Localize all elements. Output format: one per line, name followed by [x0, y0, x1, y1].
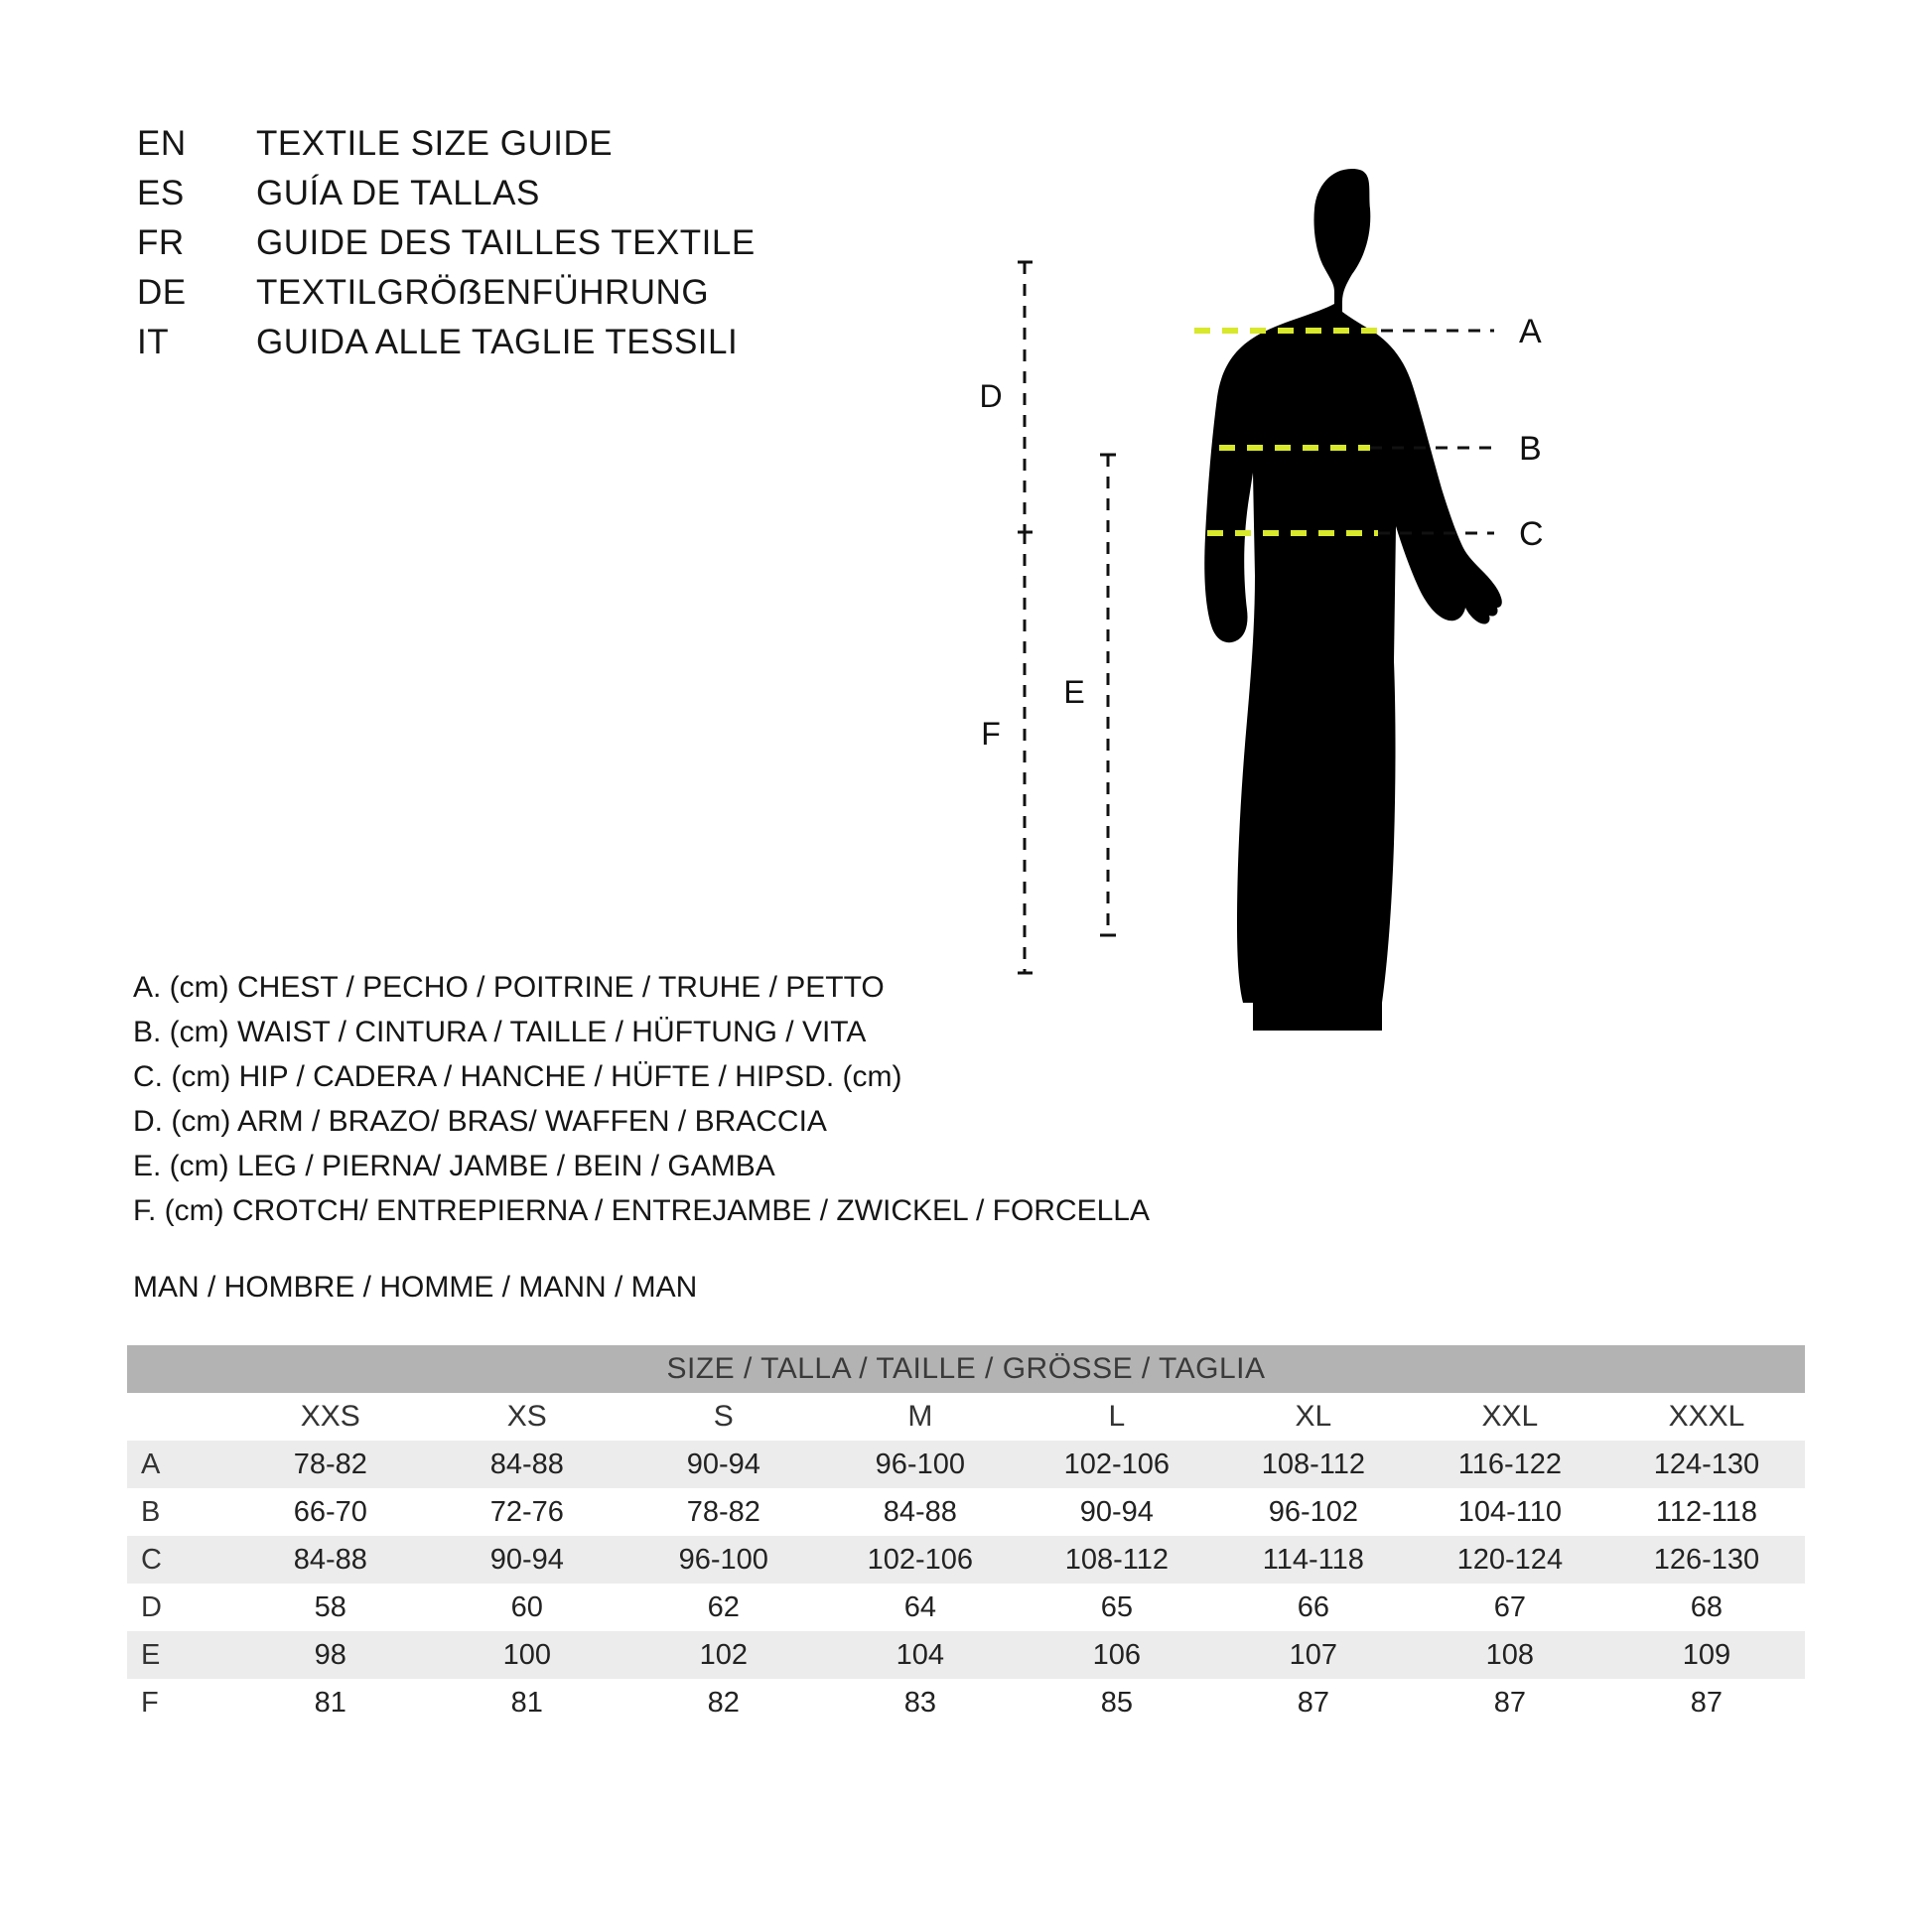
- legend-line-c: C. (cm) HIP / CADERA / HANCHE / HÜFTE / HIPSD. (cm): [133, 1060, 902, 1093]
- title-text-de: TEXTILGRÖẞENFÜHRUNG: [256, 273, 710, 312]
- cell-d-l: 65: [1019, 1584, 1215, 1631]
- cell-b-s: 78-82: [625, 1488, 822, 1536]
- cell-e-xxxl: 109: [1608, 1631, 1805, 1679]
- cell-e-xs: 100: [429, 1631, 625, 1679]
- row-label-c: C: [127, 1536, 232, 1584]
- title-lang-es: ES: [137, 174, 185, 212]
- table-header-label: SIZE / TALLA / TAILLE / GRÖSSE / TAGLIA: [127, 1345, 1805, 1393]
- size-table: [127, 1345, 1805, 1726]
- table-header-row: [127, 1345, 1805, 1393]
- cell-e-xl: 107: [1215, 1631, 1412, 1679]
- cell-c-xl: 114-118: [1215, 1536, 1412, 1584]
- dimension-bracket-d: [1018, 262, 1033, 532]
- title-text-es: GUÍA DE TALLAS: [256, 174, 540, 212]
- table-row: [127, 1584, 1805, 1631]
- cell-d-xxs: 58: [232, 1584, 429, 1631]
- title-text-en: TEXTILE SIZE GUIDE: [256, 124, 614, 163]
- cell-b-xl: 96-102: [1215, 1488, 1412, 1536]
- cell-c-m: 102-106: [822, 1536, 1019, 1584]
- man-silhouette: [1204, 169, 1502, 1031]
- cell-a-s: 90-94: [625, 1441, 822, 1488]
- callout-label-c: C: [1519, 515, 1544, 553]
- dimension-bracket-f: [1018, 532, 1033, 973]
- cell-f-m: 83: [822, 1679, 1019, 1726]
- cell-a-xl: 108-112: [1215, 1441, 1412, 1488]
- cell-b-m: 84-88: [822, 1488, 1019, 1536]
- cell-b-xxl: 104-110: [1412, 1488, 1608, 1536]
- table-row: [127, 1679, 1805, 1726]
- cell-b-xs: 72-76: [429, 1488, 625, 1536]
- size-header-l: L: [1019, 1393, 1215, 1441]
- cell-f-xxl: 87: [1412, 1679, 1608, 1726]
- cell-d-m: 64: [822, 1584, 1019, 1631]
- table-size-row: [127, 1393, 1805, 1441]
- size-header-xxs: XXS: [232, 1393, 429, 1441]
- row-label-d: D: [127, 1584, 232, 1631]
- size-header-xxl: XXL: [1412, 1393, 1608, 1441]
- cell-f-l: 85: [1019, 1679, 1215, 1726]
- title-text-it: GUIDA ALLE TAGLIE TESSILI: [256, 323, 739, 361]
- cell-a-m: 96-100: [822, 1441, 1019, 1488]
- row-label-a: A: [127, 1441, 232, 1488]
- cell-e-m: 104: [822, 1631, 1019, 1679]
- size-row-corner: [127, 1393, 232, 1441]
- callout-label-b: B: [1519, 430, 1542, 468]
- cell-c-xxxl: 126-130: [1608, 1536, 1805, 1584]
- cell-f-xxs: 81: [232, 1679, 429, 1726]
- title-lang-en: EN: [137, 124, 187, 163]
- cell-f-s: 82: [625, 1679, 822, 1726]
- title-block: [137, 119, 892, 367]
- cell-f-xs: 81: [429, 1679, 625, 1726]
- cell-f-xxxl: 87: [1608, 1679, 1805, 1726]
- cell-b-xxs: 66-70: [232, 1488, 429, 1536]
- table-row: [127, 1488, 1805, 1536]
- dimension-label-f: F: [981, 716, 1001, 752]
- cell-d-xs: 60: [429, 1584, 625, 1631]
- dimension-label-d: D: [979, 378, 1003, 414]
- dimension-label-e: E: [1063, 674, 1085, 710]
- row-label-b: B: [127, 1488, 232, 1536]
- size-header-s: S: [625, 1393, 822, 1441]
- cell-a-l: 102-106: [1019, 1441, 1215, 1488]
- cell-c-xxl: 120-124: [1412, 1536, 1608, 1584]
- legend-line-f: F. (cm) CROTCH/ ENTREPIERNA / ENTREJAMBE / ZWICKEL / FORCELLA: [133, 1194, 1150, 1227]
- title-row: [137, 169, 892, 218]
- cell-c-xxs: 84-88: [232, 1536, 429, 1584]
- legend-line-e: E. (cm) LEG / PIERNA/ JAMBE / BEIN / GAMBA: [133, 1150, 775, 1182]
- cell-d-s: 62: [625, 1584, 822, 1631]
- cell-d-xxl: 67: [1412, 1584, 1608, 1631]
- cell-a-xxl: 116-122: [1412, 1441, 1608, 1488]
- cell-e-s: 102: [625, 1631, 822, 1679]
- body-measurement-diagram: [979, 79, 1886, 1201]
- cell-d-xl: 66: [1215, 1584, 1412, 1631]
- size-header-xs: XS: [429, 1393, 625, 1441]
- cell-a-xxxl: 124-130: [1608, 1441, 1805, 1488]
- title-lang-de: DE: [137, 273, 187, 312]
- cell-b-l: 90-94: [1019, 1488, 1215, 1536]
- title-lang-it: IT: [137, 323, 170, 361]
- title-row: [137, 268, 892, 318]
- row-label-f: F: [127, 1679, 232, 1726]
- cell-e-l: 106: [1019, 1631, 1215, 1679]
- size-header-xl: XL: [1215, 1393, 1412, 1441]
- callout-label-a: A: [1519, 313, 1542, 350]
- title-lang-fr: FR: [137, 223, 185, 262]
- cell-c-xs: 90-94: [429, 1536, 625, 1584]
- legend-line-a: A. (cm) CHEST / PECHO / POITRINE / TRUHE / PETTO: [133, 971, 885, 1004]
- legend-line-b: B. (cm) WAIST / CINTURA / TAILLE / HÜFTUNG / VITA: [133, 1016, 867, 1048]
- title-row: [137, 318, 892, 367]
- cell-c-s: 96-100: [625, 1536, 822, 1584]
- legend-line-d: D. (cm) ARM / BRAZO/ BRAS/ WAFFEN / BRACCIA: [133, 1105, 827, 1138]
- cell-e-xxl: 108: [1412, 1631, 1608, 1679]
- title-row: [137, 218, 892, 268]
- dimension-bracket-e: [1100, 455, 1116, 935]
- size-header-xxxl: XXXL: [1608, 1393, 1805, 1441]
- cell-b-xxxl: 112-118: [1608, 1488, 1805, 1536]
- gender-label: MAN / HOMBRE / HOMME / MANN / MAN: [133, 1271, 698, 1304]
- table-row: [127, 1631, 1805, 1679]
- title-text-fr: GUIDE DES TAILLES TEXTILE: [256, 223, 756, 262]
- cell-a-xxs: 78-82: [232, 1441, 429, 1488]
- table-row: [127, 1536, 1805, 1584]
- row-label-e: E: [127, 1631, 232, 1679]
- table-row: [127, 1441, 1805, 1488]
- title-row: [137, 119, 892, 169]
- cell-d-xxxl: 68: [1608, 1584, 1805, 1631]
- cell-e-xxs: 98: [232, 1631, 429, 1679]
- cell-c-l: 108-112: [1019, 1536, 1215, 1584]
- cell-a-xs: 84-88: [429, 1441, 625, 1488]
- size-header-m: M: [822, 1393, 1019, 1441]
- cell-f-xl: 87: [1215, 1679, 1412, 1726]
